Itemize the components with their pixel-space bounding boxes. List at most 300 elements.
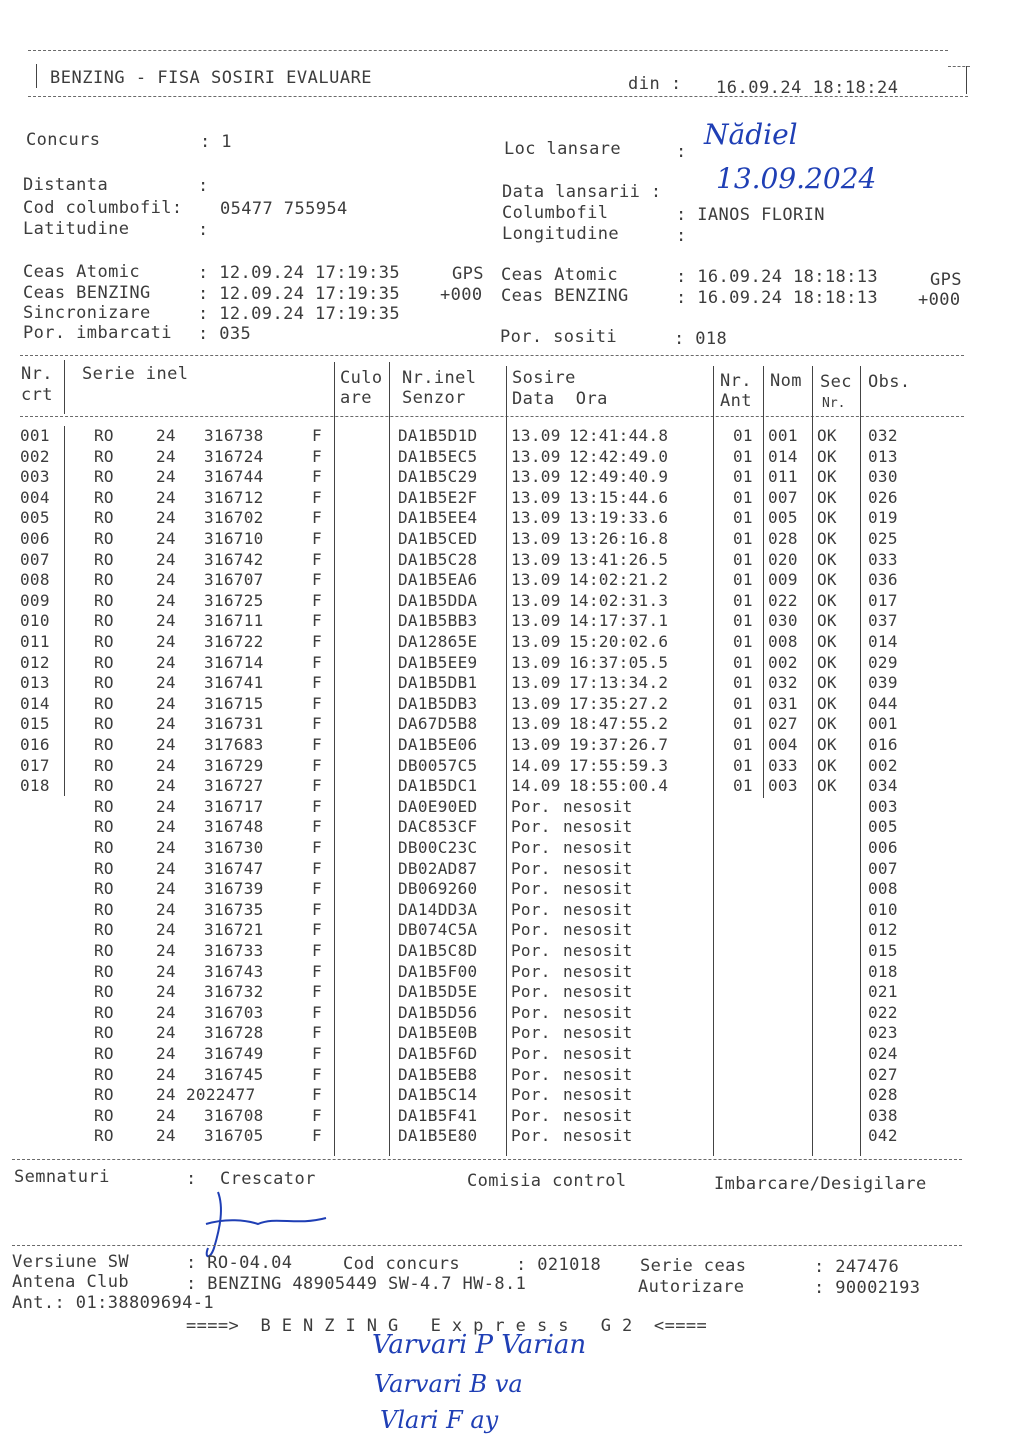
row-ring: 316705 (204, 1126, 264, 1146)
row-obs: 032 (868, 426, 898, 445)
row-country: RO (94, 838, 114, 857)
table-row (0, 776, 1000, 797)
row-sensor: DA1B5E2F (398, 487, 478, 507)
row-country: RO (94, 467, 114, 487)
row-time: nesosit (563, 858, 633, 878)
row-sex: F (312, 1044, 322, 1063)
row-ant: 01 (733, 508, 753, 528)
row-nr: 006 (20, 529, 50, 548)
ceas-atomic-start-suffix: GPS (452, 264, 484, 284)
header-sec: Sec (820, 372, 852, 392)
row-time: 13:41:26.5 (569, 549, 669, 569)
row-country: RO (94, 735, 114, 754)
row-country: RO (94, 590, 114, 610)
row-obs: 019 (868, 508, 898, 528)
row-ring: 316744 (204, 467, 264, 487)
columbofil-label: Columbofil (502, 203, 609, 223)
row-nr: 004 (20, 487, 50, 507)
row-time: nesosit (563, 899, 633, 919)
row-time: nesosit (563, 1044, 633, 1063)
loc-lansare-label: Loc lansare (504, 139, 621, 159)
row-sensor: DA1B5D5E (398, 982, 478, 1002)
row-date: 13.09 (511, 467, 561, 487)
header-culo: Culo (340, 368, 383, 388)
row-sec: OK (817, 590, 837, 610)
longitudine-label: Longitudine (502, 224, 619, 244)
row-ant: 01 (733, 673, 753, 693)
row-date: Por. (511, 920, 551, 940)
columbofil-value: : IANOS FLORIN (676, 205, 825, 225)
row-date: Por. (511, 1023, 551, 1043)
row-country: RO (94, 858, 114, 878)
table-row (0, 1044, 1000, 1065)
ceas-atomic-start-value: : 12.09.24 17:19:35 (198, 263, 401, 283)
row-time: 12:49:40.9 (569, 467, 669, 487)
row-obs: 033 (868, 549, 898, 569)
row-obs: 007 (868, 858, 898, 878)
row-nr: 017 (20, 755, 50, 775)
row-ring: 316702 (204, 508, 264, 528)
data-lansarii-handwritten: 13.09.2024 (716, 162, 877, 195)
row-time: 12:41:44.8 (569, 426, 669, 445)
ceas-benzing-end-suffix: +000 (918, 290, 961, 310)
row-time: nesosit (563, 796, 633, 816)
row-year: 24 (156, 508, 176, 528)
row-time: 16:37:05.5 (569, 652, 669, 672)
row-year: 24 (156, 735, 176, 754)
row-time: 13:19:33.6 (569, 508, 669, 528)
row-year: 24 (156, 982, 176, 1002)
row-obs: 029 (868, 652, 898, 672)
row-ant: 01 (733, 611, 753, 631)
row-time: nesosit (563, 1126, 633, 1146)
row-time: 18:47:55.2 (569, 714, 669, 734)
document-title: BENZING - FISA SOSIRI EVALUARE (50, 68, 373, 88)
row-country: RO (94, 652, 114, 672)
row-time: nesosit (563, 879, 633, 899)
row-sensor: DA1B5E06 (398, 735, 478, 754)
row-country: RO (94, 920, 114, 940)
row-year: 24 (156, 529, 176, 548)
row-sensor: DA1B5C14 (398, 1085, 478, 1105)
row-ring: 316711 (204, 611, 264, 631)
autorizare-value: : 90002193 (814, 1278, 921, 1298)
row-year: 24 (156, 590, 176, 610)
row-sensor: DAC853CF (398, 817, 478, 837)
table-row (0, 756, 1000, 777)
row-year: 24 (156, 467, 176, 487)
row-nom: 009 (768, 570, 798, 590)
row-ant: 01 (733, 549, 753, 569)
row-sensor: DA1B5EC5 (398, 446, 478, 466)
concurs-value: : 1 (200, 132, 232, 152)
row-time: nesosit (563, 838, 633, 857)
row-sensor: DA1B5EB8 (398, 1064, 478, 1084)
ceas-atomic-end-suffix: GPS (930, 270, 962, 290)
row-sec: OK (817, 508, 837, 528)
row-nr: 016 (20, 735, 50, 754)
distanta-value: : (198, 176, 209, 196)
row-obs: 042 (868, 1126, 898, 1146)
row-sex: F (312, 508, 322, 528)
antena-club-label: Antena Club (12, 1272, 129, 1292)
row-time: 13:26:16.8 (569, 529, 669, 548)
row-ring: 316741 (204, 673, 264, 693)
row-nr: 005 (20, 508, 50, 528)
row-obs: 008 (868, 879, 898, 899)
row-time: nesosit (563, 1023, 633, 1043)
row-date: 13.09 (511, 487, 561, 507)
row-time: nesosit (563, 982, 633, 1002)
row-date: 14.09 (511, 755, 561, 775)
row-date: Por. (511, 1002, 551, 1022)
row-year: 24 (156, 632, 176, 651)
header-right-edge (966, 66, 967, 94)
row-year: 24 (156, 961, 176, 981)
row-nr: 011 (20, 632, 50, 651)
header-nr-ant: Nr. (720, 371, 752, 391)
row-ant: 01 (733, 652, 753, 672)
header-data-ora: Data Ora (512, 389, 608, 409)
row-year: 24 (156, 652, 176, 672)
row-time: nesosit (563, 1064, 633, 1084)
handwritten-note-3: Vlari F ay (380, 1406, 499, 1434)
row-country: RO (94, 446, 114, 466)
header-top-rule (28, 50, 948, 51)
row-obs: 002 (868, 755, 898, 775)
row-country: RO (94, 879, 114, 899)
table-row (0, 941, 1000, 962)
loc-lansare-handwritten: Nădiel (704, 118, 798, 151)
table-row (0, 653, 1000, 674)
row-date: Por. (511, 817, 551, 837)
row-nr: 014 (20, 693, 50, 713)
row-ring: 316738 (204, 426, 264, 445)
row-time: 13:15:44.6 (569, 487, 669, 507)
row-sensor: DA1B5F6D (398, 1044, 478, 1063)
table-row (0, 797, 1000, 818)
row-sensor: DA1B5C8D (398, 941, 478, 960)
row-country: RO (94, 899, 114, 919)
row-country: RO (94, 776, 114, 796)
ceas-benzing-end-label: Ceas BENZING (501, 286, 629, 306)
row-date: Por. (511, 879, 551, 899)
row-ring: 316731 (204, 714, 264, 734)
row-year: 24 (156, 899, 176, 919)
row-sec: OK (817, 735, 837, 754)
row-obs: 024 (868, 1044, 898, 1063)
row-sex: F (312, 920, 322, 940)
row-time: 15:20:02.6 (569, 632, 669, 651)
row-country: RO (94, 941, 114, 960)
row-sex: F (312, 693, 322, 713)
row-date: Por. (511, 941, 551, 960)
row-ant: 01 (733, 426, 753, 445)
row-obs: 021 (868, 982, 898, 1002)
row-country: RO (94, 426, 114, 445)
row-ant: 01 (733, 693, 753, 713)
row-obs: 003 (868, 796, 898, 816)
row-sensor: DA1B5E0B (398, 1023, 478, 1043)
row-ring: 316710 (204, 529, 264, 548)
row-ring: 316745 (204, 1064, 264, 1084)
row-year: 24 (156, 817, 176, 837)
row-ring: 316708 (204, 1105, 264, 1125)
table-header-rule (20, 416, 964, 417)
row-obs: 023 (868, 1023, 898, 1043)
row-sensor: DA1B5DDA (398, 590, 478, 610)
table-row (0, 920, 1000, 941)
row-sex: F (312, 982, 322, 1002)
table-row (0, 859, 1000, 880)
row-sex: F (312, 529, 322, 548)
row-time: 12:42:49.0 (569, 446, 669, 466)
row-obs: 001 (868, 714, 898, 734)
row-date: Por. (511, 982, 551, 1002)
table-row (0, 838, 1000, 859)
row-sex: F (312, 899, 322, 919)
row-year: 24 (156, 611, 176, 631)
row-country: RO (94, 714, 114, 734)
row-country: RO (94, 611, 114, 631)
row-sex: F (312, 467, 322, 487)
table-row (0, 611, 1000, 632)
row-year: 24 (156, 1064, 176, 1084)
table-row (0, 1023, 1000, 1044)
table-row (0, 673, 1000, 694)
row-sex: F (312, 961, 322, 981)
row-country: RO (94, 673, 114, 693)
sincronizare-label: Sincronizare (23, 303, 151, 323)
row-ring: 317683 (204, 735, 264, 754)
row-date: Por. (511, 1064, 551, 1084)
row-time: 17:35:27.2 (569, 693, 669, 713)
row-sex: F (312, 735, 322, 754)
row-sensor: DA1B5BB3 (398, 611, 478, 631)
row-sex: F (312, 838, 322, 857)
row-date: 13.09 (511, 673, 561, 693)
row-date: Por. (511, 961, 551, 981)
row-time: nesosit (563, 1085, 633, 1105)
row-ring: 316721 (204, 920, 264, 940)
header-nom: Nom (770, 371, 802, 391)
row-sec: OK (817, 446, 837, 466)
concurs-label: Concurs (26, 130, 101, 150)
row-date: 13.09 (511, 529, 561, 548)
row-ring: 316747 (204, 858, 264, 878)
imbarcare-desigilare-label: Imbarcare/Desigilare (714, 1174, 927, 1194)
row-sex: F (312, 632, 322, 651)
row-nr: 003 (20, 467, 50, 487)
row-year: 24 (156, 446, 176, 466)
row-time: 18:55:00.4 (569, 776, 669, 796)
row-year: 24 (156, 1105, 176, 1125)
serie-ceas-value: : 247476 (814, 1257, 900, 1277)
row-time: nesosit (563, 1002, 633, 1022)
row-nr: 002 (20, 446, 50, 466)
distanta-label: Distanta (23, 175, 109, 195)
row-obs: 017 (868, 590, 898, 610)
row-obs: 015 (868, 941, 898, 960)
row-time: nesosit (563, 920, 633, 940)
table-row (0, 1126, 1000, 1147)
row-country: RO (94, 1064, 114, 1084)
row-nr: 008 (20, 570, 50, 590)
row-obs: 012 (868, 920, 898, 940)
table-row (0, 714, 1000, 735)
table-row (0, 426, 1000, 447)
row-sex: F (312, 755, 322, 775)
row-ring: 2022477 (186, 1085, 256, 1105)
row-nr: 013 (20, 673, 50, 693)
row-sensor: DA1B5DB1 (398, 673, 478, 693)
ceas-benzing-start-value: : 12.09.24 17:19:35 (198, 284, 401, 304)
row-sensor: DB0057C5 (398, 755, 478, 775)
row-country: RO (94, 529, 114, 548)
row-nom: 002 (768, 652, 798, 672)
row-ant: 01 (733, 529, 753, 548)
row-year: 24 (156, 1085, 176, 1105)
row-date: Por. (511, 1105, 551, 1125)
row-time: 17:13:34.2 (569, 673, 669, 693)
row-obs: 036 (868, 570, 898, 590)
row-sensor: DA1B5DC1 (398, 776, 478, 796)
row-year: 24 (156, 714, 176, 734)
por-sositi-label: Por. sositi (500, 327, 617, 347)
row-sex: F (312, 611, 322, 631)
row-year: 24 (156, 673, 176, 693)
table-row (0, 879, 1000, 900)
table-row (0, 982, 1000, 1003)
row-ring: 316739 (204, 879, 264, 899)
row-obs: 027 (868, 1064, 898, 1084)
row-date: 13.09 (511, 652, 561, 672)
row-date: 13.09 (511, 590, 561, 610)
row-date: Por. (511, 838, 551, 857)
row-sensor: DA1B5D56 (398, 1002, 478, 1022)
row-nom: 031 (768, 693, 798, 713)
table-row (0, 591, 1000, 612)
row-sec: OK (817, 467, 837, 487)
row-ring: 316727 (204, 776, 264, 796)
row-sex: F (312, 426, 322, 445)
row-sec: OK (817, 487, 837, 507)
row-year: 24 (156, 941, 176, 960)
semnaturi-label: Semnaturi (14, 1167, 110, 1187)
row-ring: 316733 (204, 941, 264, 960)
header-obs: Obs. (868, 372, 911, 392)
row-obs: 016 (868, 735, 898, 754)
row-sec: OK (817, 673, 837, 693)
table-row (0, 1003, 1000, 1024)
sincronizare-value: : 12.09.24 17:19:35 (198, 304, 401, 324)
por-imbarcati-value: : 035 (198, 324, 252, 344)
row-obs: 025 (868, 529, 898, 548)
antenna-line: Ant.: 01:38809694-1 (12, 1293, 215, 1313)
row-sec: OK (817, 693, 837, 713)
row-date: Por. (511, 796, 551, 816)
row-year: 24 (156, 549, 176, 569)
row-obs: 018 (868, 961, 898, 981)
row-year: 24 (156, 693, 176, 713)
ceas-benzing-start-label: Ceas BENZING (23, 283, 151, 303)
row-ring: 316735 (204, 899, 264, 919)
row-sensor: DA1B5F41 (398, 1105, 478, 1125)
latitudine-value: : (198, 220, 209, 240)
table-bottom-rule (12, 1159, 962, 1160)
row-time: 14:02:21.2 (569, 570, 669, 590)
row-sensor: DA1B5CED (398, 529, 478, 548)
row-obs: 013 (868, 446, 898, 466)
ceas-atomic-end-label: Ceas Atomic (501, 265, 618, 285)
header-crt: crt (21, 385, 53, 405)
row-ant: 01 (733, 735, 753, 754)
row-country: RO (94, 1105, 114, 1125)
table-row (0, 1085, 1000, 1106)
row-obs: 006 (868, 838, 898, 857)
row-year: 24 (156, 920, 176, 940)
row-sex: F (312, 714, 322, 734)
row-country: RO (94, 796, 114, 816)
row-obs: 044 (868, 693, 898, 713)
row-obs: 022 (868, 1002, 898, 1022)
row-ring: 316707 (204, 570, 264, 590)
ceas-atomic-end-value: : 16.09.24 18:18:13 (676, 267, 879, 287)
ceas-atomic-start-label: Ceas Atomic (23, 262, 140, 282)
header-right-tick (948, 66, 970, 67)
row-year: 24 (156, 1002, 176, 1022)
row-ant: 01 (733, 487, 753, 507)
row-ring: 316728 (204, 1023, 264, 1043)
row-sex: F (312, 1126, 322, 1146)
row-sex: F (312, 1023, 322, 1043)
row-ant: 01 (733, 776, 753, 796)
row-country: RO (94, 1085, 114, 1105)
row-country: RO (94, 1126, 114, 1146)
row-sex: F (312, 796, 322, 816)
row-country: RO (94, 508, 114, 528)
row-sec: OK (817, 755, 837, 775)
table-row (0, 817, 1000, 838)
row-ring: 316715 (204, 693, 264, 713)
autorizare-label: Autorizare (638, 1277, 745, 1297)
row-sex: F (312, 1002, 322, 1022)
row-time: nesosit (563, 961, 633, 981)
row-country: RO (94, 632, 114, 651)
row-sensor: DA1B5EE9 (398, 652, 478, 672)
row-sex: F (312, 446, 322, 466)
row-ring: 316732 (204, 982, 264, 1002)
table-row (0, 508, 1000, 529)
row-year: 24 (156, 1044, 176, 1063)
table-row (0, 570, 1000, 591)
serie-ceas-label: Serie ceas (640, 1256, 747, 1276)
row-sec: OK (817, 632, 837, 651)
row-country: RO (94, 961, 114, 981)
row-ring: 316725 (204, 590, 264, 610)
row-year: 24 (156, 796, 176, 816)
row-nom: 033 (768, 755, 798, 775)
header-sec-nr: Nr. (822, 396, 846, 411)
row-obs: 030 (868, 467, 898, 487)
row-nr: 010 (20, 611, 50, 631)
row-sensor: DA67D5B8 (398, 714, 478, 734)
row-obs: 014 (868, 632, 898, 651)
row-country: RO (94, 817, 114, 837)
cod-concurs-value: : 021018 (516, 1255, 602, 1275)
row-ring: 316712 (204, 487, 264, 507)
row-nom: 001 (768, 426, 798, 445)
